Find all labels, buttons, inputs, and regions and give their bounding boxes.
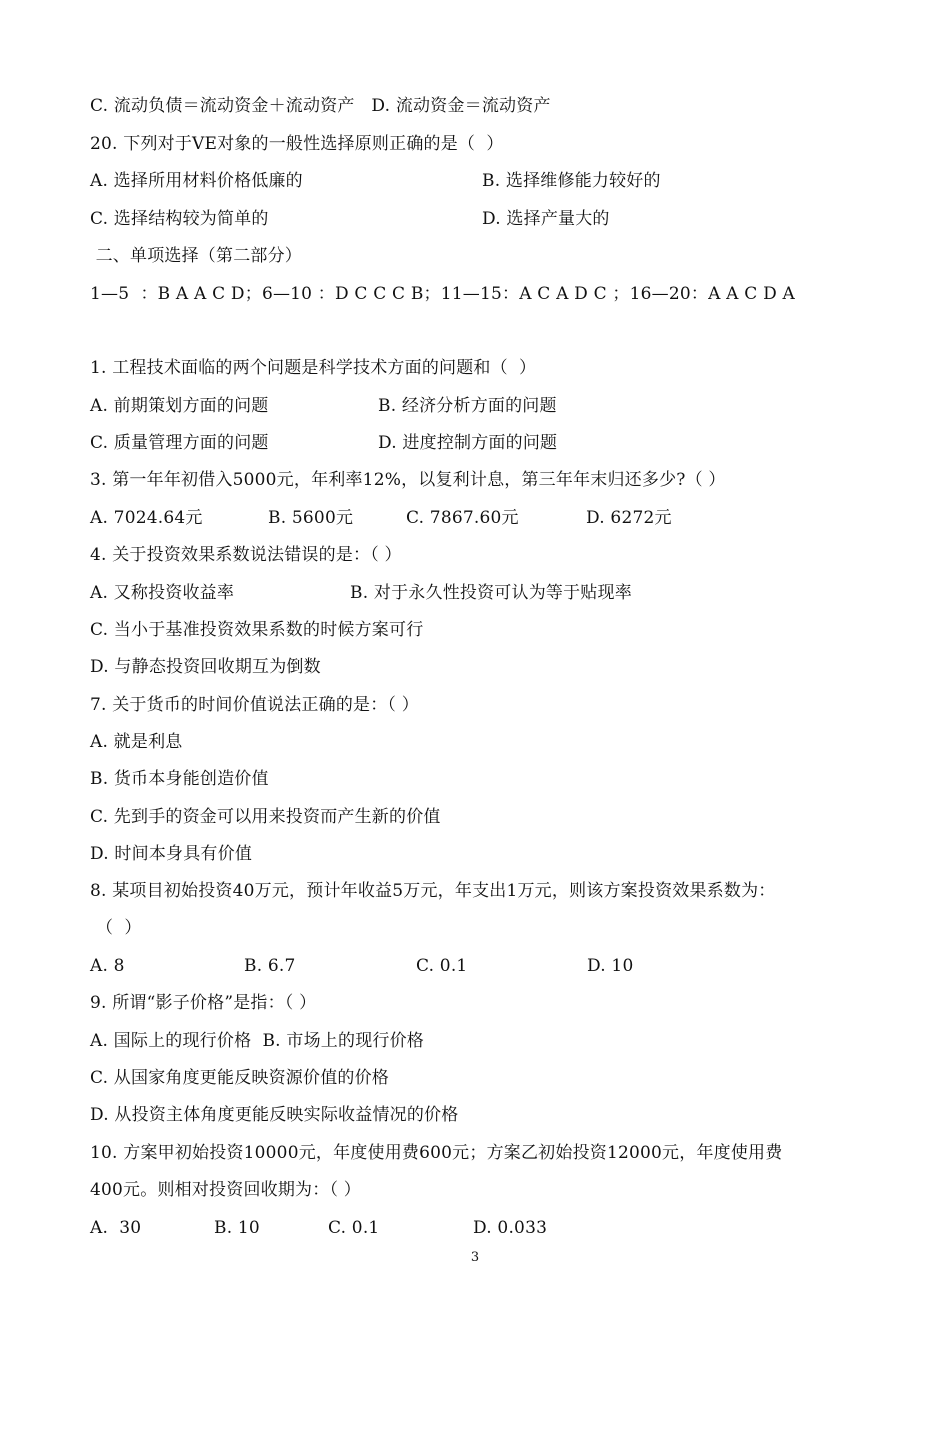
q1-option-d: D. 进度控制方面的问题 — [378, 433, 558, 453]
q8-option-a: A. 8 — [90, 956, 125, 976]
q3-option-a: A. 7024.64元 — [90, 508, 203, 528]
answer-key: 1—5 ：B A A C D；6—10 ：D C C C B；11—15：A C A D C ；16—20：A A C D A — [90, 284, 795, 304]
q4-option-a: A. 又称投资收益率 — [90, 583, 235, 603]
q1-stem: 1. 工程技术面临的两个问题是科学技术方面的问题和（ ） — [90, 358, 537, 378]
q1-option-c: C. 质量管理方面的问题 — [90, 433, 269, 453]
q7-option-c: C. 先到手的资金可以用来投资而产生新的价值 — [90, 807, 441, 827]
q4-option-b: B. 对于永久性投资可认为等于贴现率 — [350, 583, 632, 603]
section-heading: 二、单项选择（第二部分） — [90, 246, 303, 266]
q3-option-b: B. 5600元 — [268, 508, 354, 528]
q20-option-a: A. 选择所用材料价格低廉的 — [90, 171, 303, 191]
q4-option-d: D. 与静态投资回收期互为倒数 — [90, 657, 321, 677]
q8-options — [90, 948, 870, 985]
q9-option-d: D. 从投资主体角度更能反映实际收益情况的价格 — [90, 1105, 459, 1125]
q8-option-b: B. 6.7 — [244, 956, 296, 976]
q9-stem: 9. 所谓“影子价格”是指：（ ） — [90, 993, 317, 1013]
q20-option-b: B. 选择维修能力较好的 — [482, 171, 661, 191]
q3-option-c: C. 7867.60元 — [406, 508, 519, 528]
q8-stem-continued: （ ） — [96, 918, 142, 938]
q7-option-d: D. 时间本身具有价值 — [90, 844, 253, 864]
q4-options-row-1 — [90, 575, 870, 612]
q9-option-c: C. 从国家角度更能反映资源价值的价格 — [90, 1068, 390, 1088]
q8-stem: 8. 某项目初始投资40万元，预计年收益5万元，年支出1万元，则该方案投资效果系数为： — [90, 881, 776, 901]
q3-options — [90, 500, 870, 537]
q7-stem: 7. 关于货币的时间价值说法正确的是：（ ） — [90, 695, 419, 715]
q8-option-c: C. 0.1 — [416, 956, 468, 976]
q20-option-c: C. 选择结构较为简单的 — [90, 209, 269, 229]
q10-option-d: D. 0.033 — [473, 1218, 548, 1238]
q7-option-a: A. 就是利息 — [90, 732, 183, 752]
q19-options-cd: C. 流动负债＝流动资金＋流动资产 D. 流动资金＝流动资产 — [90, 96, 551, 116]
q3-option-d: D. 6272元 — [586, 508, 672, 528]
q10-stem: 10. 方案甲初始投资10000元，年度使用费600元；方案乙初始投资12000元，年度使用费 — [90, 1143, 783, 1163]
q9-options-ab: A. 国际上的现行价格 B. 市场上的现行价格 — [90, 1031, 424, 1051]
q8-option-d: D. 10 — [587, 956, 634, 976]
q1-option-b: B. 经济分析方面的问题 — [378, 396, 557, 416]
q20-options-row-2 — [90, 201, 870, 238]
q10-stem-continued: 400元。则相对投资回收期为：（ ） — [90, 1180, 361, 1200]
q10-options — [90, 1210, 870, 1247]
q3-stem: 3. 第一年年初借入5000元，年利率12%，以复利计息，第三年年末归还多少?（ ） — [90, 470, 726, 490]
q4-option-c: C. 当小于基准投资效果系数的时候方案可行 — [90, 620, 424, 640]
q10-option-b: B. 10 — [214, 1218, 260, 1238]
q4-stem: 4. 关于投资效果系数说法错误的是：（ ） — [90, 545, 402, 565]
q1-options-row-1 — [90, 388, 870, 425]
q20-stem: 20. 下列对于VE对象的一般性选择原则正确的是（ ） — [90, 134, 504, 154]
q1-options-row-2 — [90, 425, 870, 462]
q20-options-row-1 — [90, 163, 870, 200]
q1-option-a: A. 前期策划方面的问题 — [90, 396, 269, 416]
q7-option-b: B. 货币本身能创造价值 — [90, 769, 269, 789]
q10-option-c: C. 0.1 — [328, 1218, 380, 1238]
q20-option-d: D. 选择产量大的 — [482, 209, 610, 229]
q10-option-a: A. 30 — [90, 1218, 142, 1238]
page-number: 3 — [470, 1250, 480, 1265]
